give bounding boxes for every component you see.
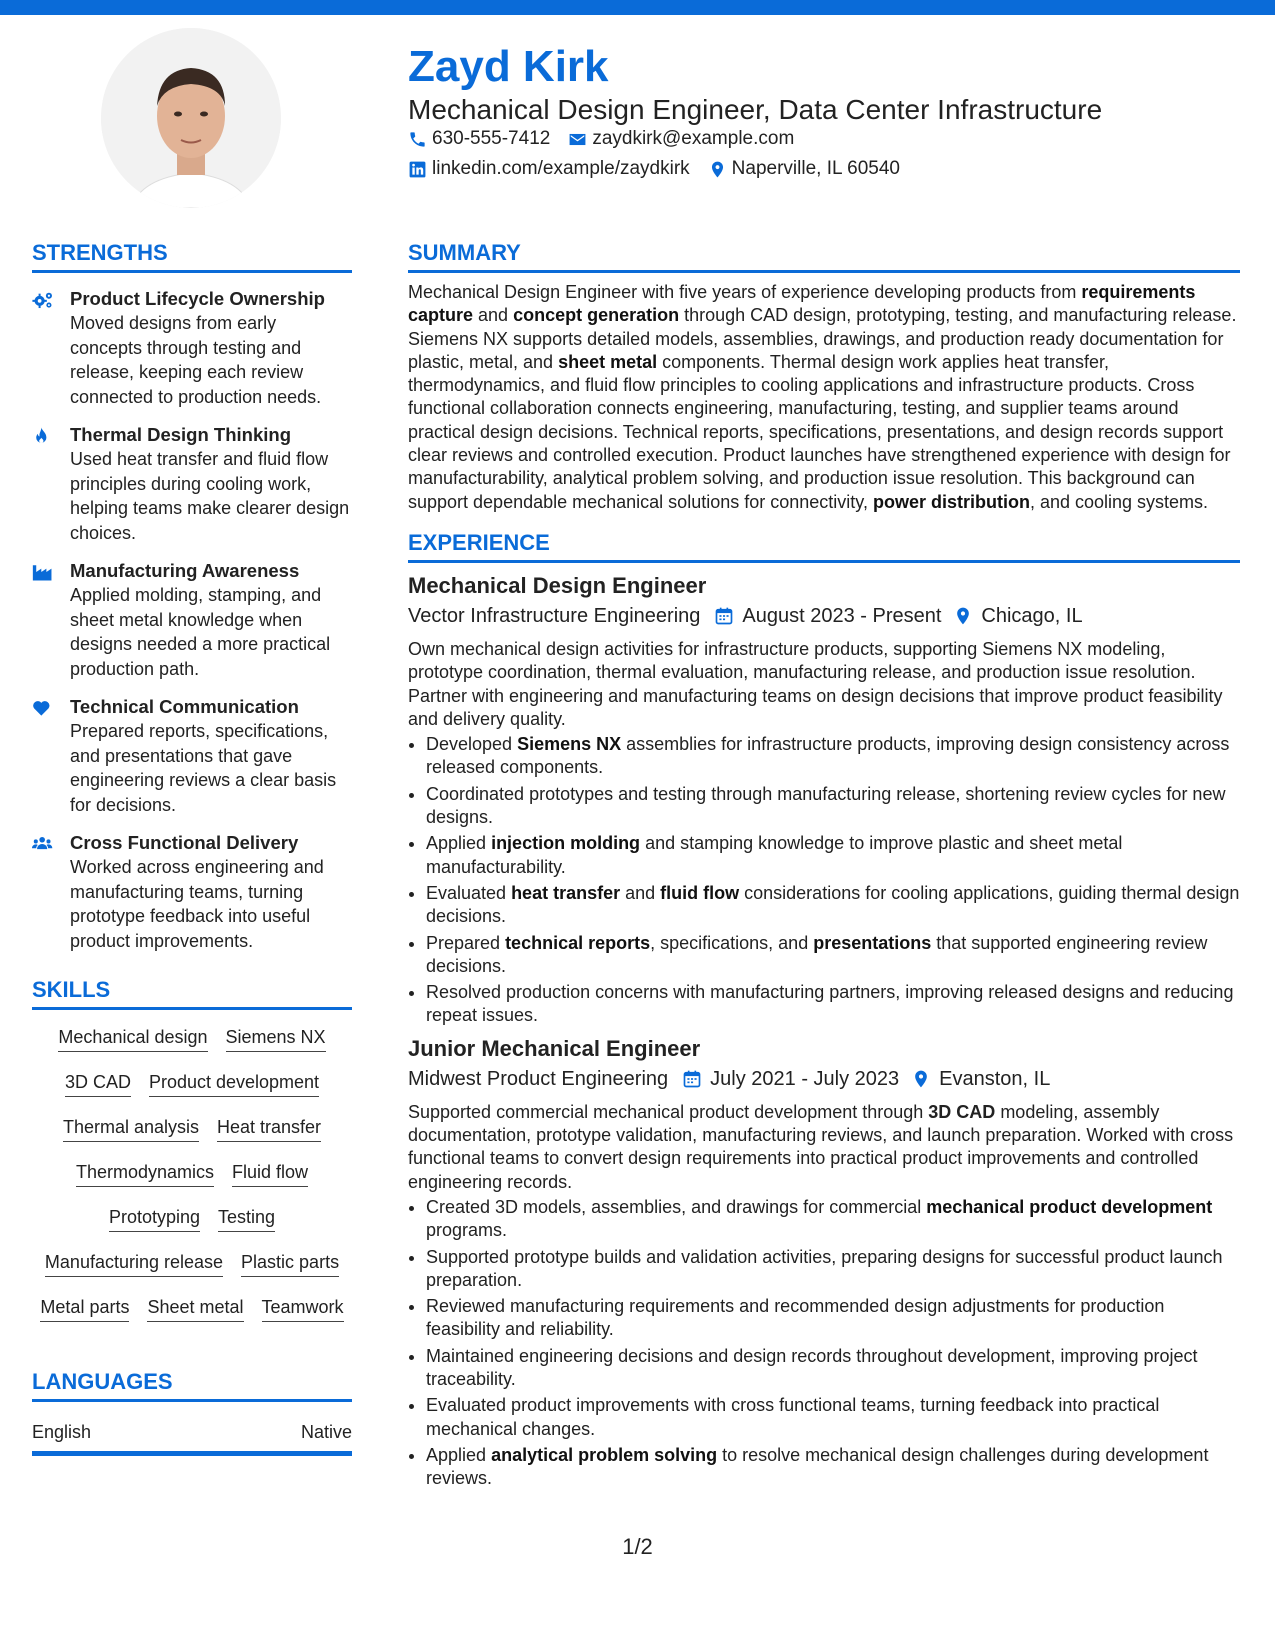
candidate-title: Mechanical Design Engineer, Data Center Infrastructure [408,94,1103,125]
skill-tag: Thermodynamics [76,1161,214,1187]
job-location-text: Chicago, IL [981,604,1083,627]
strength-title: Technical Communication [70,696,299,717]
map-pin-icon [911,1069,931,1089]
text-run: Reviewed manufacturing requirements and recommended design adjustments for production feasibility and reliability. [426,1296,1165,1340]
job-location [911,1068,1050,1091]
strength-item [32,695,352,817]
text-run: Mechanical Design Engineer with five years of experience developing products from [408,282,1082,302]
skill-tag: 3D CAD [65,1071,131,1097]
text-run: Applied [426,1444,492,1465]
bold-keyword: presentations [813,932,932,953]
skill-tag: Plastic parts [241,1251,339,1277]
strength-item [32,423,352,545]
industry-icon [32,562,54,582]
language-row [32,1422,352,1456]
text-run: and stamping knowledge to improve plastic and sheet metal manufacturability. [426,833,1123,877]
job-description [408,1101,1240,1194]
strength-item [32,559,352,681]
strength-description: Used heat transfer and fluid flow principles during cooling work, helping teams make clearer design choices. [70,449,350,543]
bold-keyword: mechanical product development [926,1196,1213,1217]
strength-description: Moved designs from early concepts through testing and release, keeping each review connected to production needs. [70,313,322,407]
skill-tag: Teamwork [262,1296,344,1322]
bullet-item [426,1394,1240,1441]
text-run: considerations for cooling applications, guiding thermal design decisions. [426,882,1240,927]
bold-keyword: sheet metal [558,351,658,372]
job-dates [682,1068,899,1091]
contact-row-2 [408,158,918,180]
language-name: English [32,1422,92,1442]
heart-icon [32,698,54,718]
summary-heading: SUMMARY [408,240,1240,273]
text-run: to resolve mechanical design challenges during development reviews. [426,1444,1209,1489]
job-entry [408,1036,1240,1491]
skill-tag: Product development [149,1071,319,1097]
bold-keyword: 3D CAD [928,1101,996,1122]
language-level: Native [300,1422,352,1442]
text-run: assemblies for infrastructure products, improving design consistency across released components. [426,734,1230,778]
summary-text [408,281,1240,514]
text-run: , specifications, and [650,932,814,953]
strength-title: Cross Functional Delivery [70,832,299,853]
fire-icon [32,426,54,446]
strength-title: Product Lifecycle Ownership [70,288,325,309]
text-run: Applied [426,833,492,854]
text-run: components. Thermal design work applies heat transfer, thermodynamics, and fluid flow principles to cooling applications and infrastructure products. Cross functional collaboration connects engineering, manufacturing, testing, and supplier teams around practical design decisions. Technical reports, specifications, presentations, and design records support clear reviews and controlled execution. Product launches have strengthened experience with design for manufacturability, analytical problem solving, and production issue resolution. This background can support dependable mechanical solutions for connectivity, [408,351,1231,512]
skill-tag: Sheet metal [147,1296,243,1322]
bold-keyword: technical reports [505,932,651,953]
languages-heading: LANGUAGES [32,1369,352,1402]
job-entry [408,573,1240,1028]
candidate-name: Zayd Kirk [408,42,609,91]
bold-keyword: Siemens NX [517,734,622,755]
bold-keyword: injection molding [491,833,641,854]
bullet-item [426,783,1240,830]
right-column [408,240,1240,1493]
text-run: and [620,882,661,903]
strength-description: Applied molding, stamping, and sheet metal knowledge when designs needed a more practical production path. [70,585,331,679]
job-title: Junior Mechanical Engineer [408,1035,701,1061]
linkedin-icon [408,160,427,179]
text-run: programs. [426,1220,508,1241]
linkedin-contact[interactable] [408,158,690,180]
email-text: zaydkirk@example.com [592,128,795,149]
bullet-item [426,932,1240,979]
bullet-item [426,1345,1240,1392]
calendar-icon [714,606,734,626]
gears-icon [32,290,54,310]
skill-tag: Testing [218,1206,275,1232]
strength-item [32,287,352,409]
contact-row-1 [408,128,812,150]
strength-description: Worked across engineering and manufacturing teams, turning prototype feedback into useful product improvements. [70,857,324,951]
bullet-item [426,1295,1240,1342]
text-run: Maintained engineering decisions and design records throughout development, improving project traceability. [426,1345,1198,1389]
text-run: Evaluated product improvements with cross functional teams, turning feedback into practical mechanical changes. [426,1395,1160,1439]
bold-keyword: concept generation [513,305,680,326]
location-text: Naperville, IL 60540 [731,158,900,179]
job-meta [408,1068,1240,1091]
text-run: Supported prototype builds and validation activities, preparing designs for successful product launch preparation. [426,1246,1223,1290]
text-run: Developed [426,734,518,755]
bold-keyword: heat transfer [511,882,621,903]
job-dates-text: July 2021 - July 2023 [710,1067,900,1090]
job-location-text: Evanston, IL [939,1067,1051,1090]
map-pin-icon [953,606,973,626]
skill-tag: Mechanical design [58,1026,207,1052]
skill-tag: Metal parts [40,1296,129,1322]
avatar-portrait [101,28,281,208]
company-name: Vector Infrastructure Engineering [408,604,701,627]
job-dates [714,605,941,628]
job-title: Mechanical Design Engineer [408,572,707,598]
bullet-item [426,1444,1240,1491]
experience-heading: EXPERIENCE [408,530,1240,563]
skills-heading: SKILLS [32,977,352,1010]
email-contact[interactable] [568,128,794,150]
page-number: 1/2 [622,1534,653,1559]
text-run: Resolved production concerns with manufacturing partners, improving released designs and reducing repeat issues. [426,982,1234,1026]
map-pin-icon [708,160,727,179]
skill-tag: Heat transfer [217,1116,321,1142]
bold-keyword: power distribution [872,491,1030,512]
bold-keyword: requirements capture [408,282,1196,326]
strengths-heading: STRENGTHS [32,240,352,273]
envelope-icon [568,130,587,149]
bullet-item [426,981,1240,1028]
text-run: Evaluated [426,882,512,903]
text-run: modeling, assembly documentation, prototype validation, manufacturing reviews, and launch preparation. Worked with cross functional teams to convert design requirements into practical product improvements and controlled engineering records. [408,1101,1234,1192]
text-run: Coordinated prototypes and testing through manufacturing release, shortening review cycles for new designs. [426,783,1226,828]
skill-tag: Manufacturing release [45,1251,223,1277]
calendar-icon [682,1069,702,1089]
text-run: Prepared [426,932,506,953]
text-run: Supported commercial mechanical product development through [408,1101,929,1122]
skill-tag: Fluid flow [232,1161,308,1187]
bullet-item [426,882,1240,929]
job-dates-text: August 2023 - Present [742,604,942,627]
bullet-item [426,832,1240,879]
top-accent-bar [0,0,1275,15]
skill-tag: Thermal analysis [63,1116,199,1142]
job-meta [408,605,1240,628]
users-icon [32,834,54,854]
job-description: Own mechanical design activities for infrastructure products, supporting Siemens NX modeling, prototype coordination, thermal evaluation, manufacturing release, and production issue resolution. Partner with engineering and manufacturing teams on design decisions that improve product feasibility and delivery quality. [408,638,1223,729]
skills-list [32,1026,352,1341]
location-contact [708,158,900,180]
job-location [953,605,1082,628]
job-bullets [408,733,1240,1028]
strength-title: Thermal Design Thinking [70,424,291,445]
job-bullets [408,1196,1240,1491]
strength-item [32,831,352,953]
bullet-item [426,733,1240,780]
text-run: and [473,305,514,326]
phone-icon [408,130,427,149]
skill-tag: Prototyping [109,1206,200,1232]
phone-text: 630-555-7412 [432,128,551,149]
text-run: Created 3D models, assemblies, and drawings for commercial [426,1196,927,1217]
company-name: Midwest Product Engineering [408,1067,669,1090]
text-run: , and cooling systems. [1029,491,1209,512]
profile-photo [101,28,281,208]
phone-contact[interactable] [408,128,550,150]
text-run: that supported engineering review decisions. [426,932,1208,976]
strength-title: Manufacturing Awareness [70,560,300,581]
linkedin-text: linkedin.com/example/zaydkirk [432,158,690,179]
strength-description: Prepared reports, specifications, and presentations that gave engineering reviews a clear basis for decisions. [70,721,337,815]
bullet-item [426,1196,1240,1243]
text-run: through CAD design, prototyping, testing, and manufacturing release. Siemens NX supports detailed models, assemblies, drawings, and production ready documentation for plastic, metal, and [408,305,1237,372]
skill-tag: Siemens NX [226,1026,326,1052]
bullet-item [426,1246,1240,1293]
left-column [32,240,352,1456]
bold-keyword: analytical problem solving [491,1444,718,1465]
bold-keyword: fluid flow [660,882,740,903]
